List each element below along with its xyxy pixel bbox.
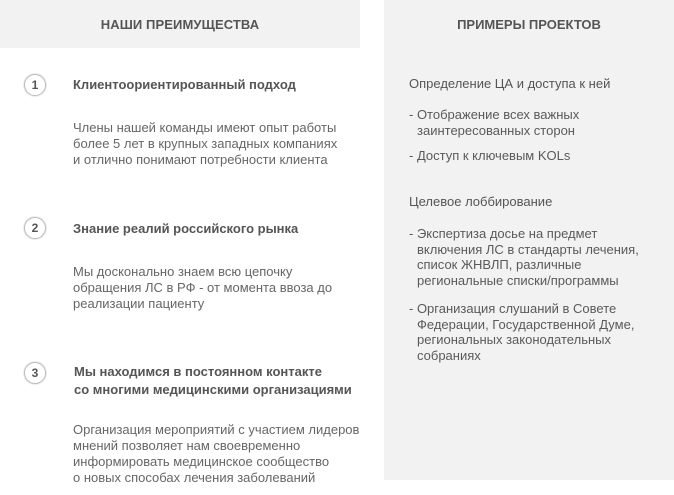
advantage-title-line: Мы находимся в постоянном контакте	[74, 364, 322, 379]
project-item-line: Федерации, Государственной Думе,	[417, 316, 635, 332]
project-item-line: собраниях	[417, 347, 481, 363]
advantage-text-line: более 5 лет в крупных западных компаниях	[73, 136, 338, 151]
advantage-text-line: Члены нашей команды имеют опыт работы	[73, 120, 337, 135]
project-group-heading: Определение ЦА и доступа к ней	[409, 76, 611, 91]
project-list-item	[409, 226, 639, 288]
project-list-item	[409, 301, 634, 363]
advantage-text-line: мнений позволяет нам своевременно	[73, 438, 301, 453]
project-list-item	[409, 107, 579, 138]
project-item-line: - Организация слушаний в Совете	[409, 301, 617, 316]
projects-header: ПРИМЕРЫ ПРОЕКТОВ	[457, 17, 601, 32]
project-item-line: список ЖНВЛП, различные	[417, 257, 582, 272]
project-item-line: региональные списки/программы	[417, 272, 619, 288]
advantage-text-line: Мы досконально знаем всю цепочку	[73, 264, 293, 279]
advantages-header-band	[0, 0, 360, 48]
advantage-title-line: со многими медицинскими организациями	[74, 382, 352, 397]
project-item-line: заинтересованных сторон	[417, 122, 575, 138]
project-item-line: - Экспертиза досье на предмет	[409, 226, 598, 241]
advantage-text-line: Организация мероприятий с участием лидеров	[73, 422, 360, 437]
project-item-line: региональных законодательных	[417, 332, 611, 347]
advantage-description	[73, 422, 359, 486]
advantage-text-line: и отлично понимают потребности клиента	[73, 152, 328, 167]
project-item-line: - Отображение всех важных	[409, 107, 580, 122]
advantage-title	[73, 76, 296, 94]
advantage-description	[73, 264, 332, 312]
project-item-line: включения ЛС в стандарты лечения,	[417, 241, 639, 257]
advantage-title-line: Знание реалий российского рынка	[73, 221, 299, 236]
advantage-text-line: обращения ЛС в РФ - от момента ввоза до	[73, 280, 333, 295]
advantage-text-line: реализации пациенту	[73, 296, 205, 311]
advantages-header: НАШИ ПРЕИМУЩЕСТВА	[100, 17, 260, 32]
advantage-description	[73, 120, 337, 168]
advantage-number-badge: 1	[24, 74, 46, 96]
project-group-heading: Целевое лоббирование	[409, 194, 553, 209]
advantage-text-line: информировать медицинское сообщество	[73, 454, 330, 469]
project-list-item	[409, 148, 570, 164]
advantage-title-line: Клиентоориентированный подход	[73, 77, 296, 92]
advantage-title	[73, 220, 298, 238]
advantage-title	[74, 363, 352, 399]
project-item-line: - Доступ к ключевым KOLs	[409, 148, 571, 163]
advantage-text-line: о новых способах лечения заболеваний	[73, 470, 316, 485]
advantage-number-badge: 3	[24, 362, 46, 384]
advantage-number-badge: 2	[24, 217, 46, 239]
